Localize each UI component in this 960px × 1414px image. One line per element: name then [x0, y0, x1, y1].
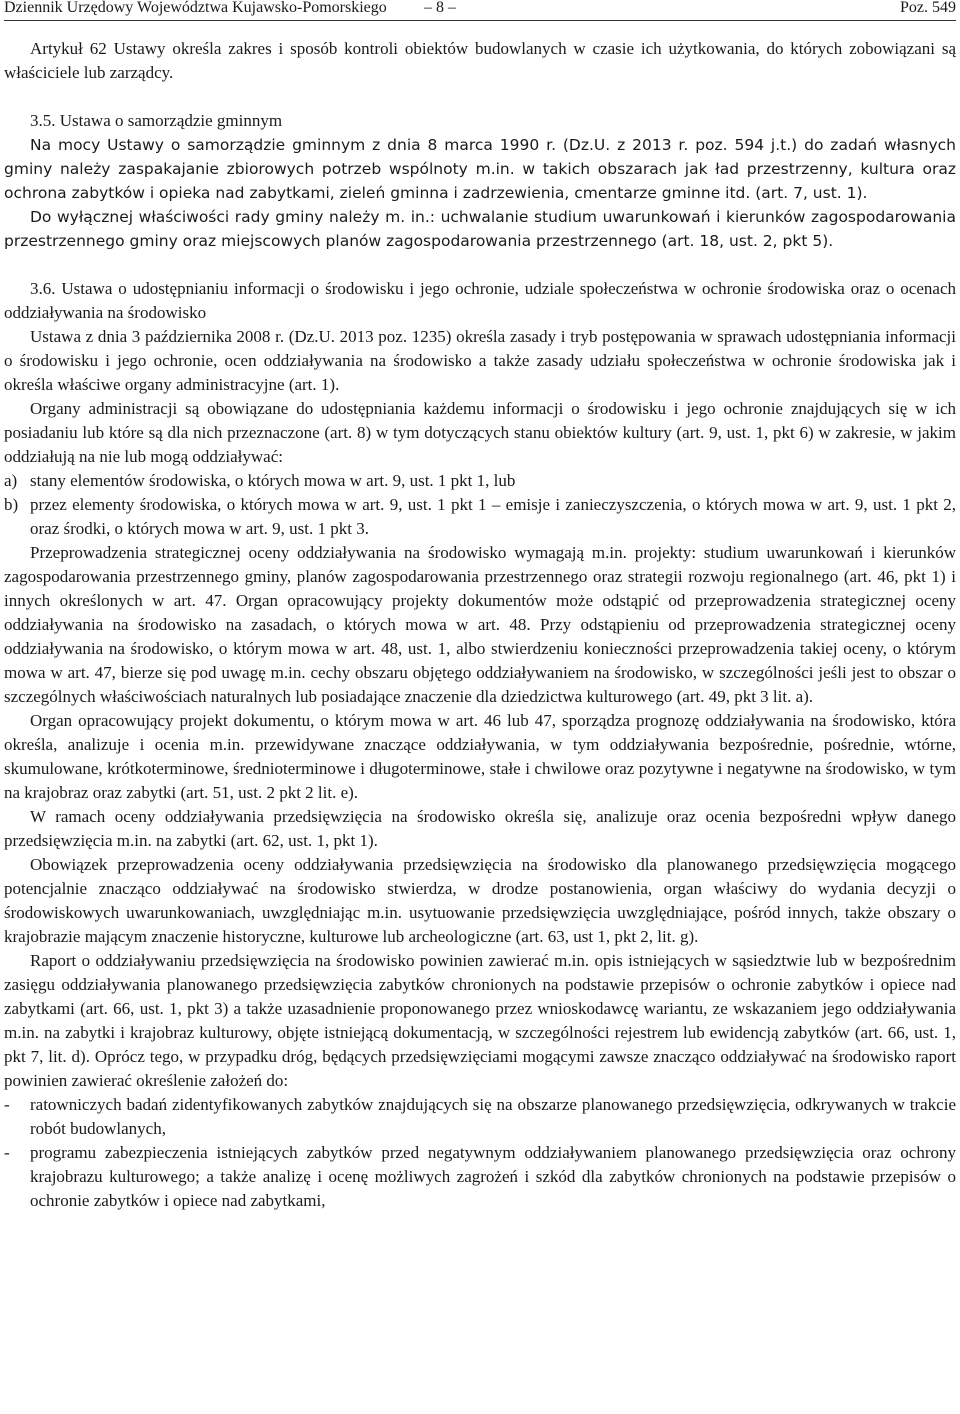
- list-marker: -: [4, 1143, 10, 1162]
- page-number: – 8 –: [424, 0, 456, 16]
- paragraph-3-5-a: Na mocy Ustawy o samorządzie gminnym z dnia 8 marca 1990 r. (Dz.U. z 2013 r. poz. 594 j.t.) do zadań własnych gminy należy zaspakajanie zbiorowych potrzeb wspólnoty m.in. w takich obszarach jak ład przestrzenny, kultura oraz ochrona zabytków i opieka nad zabytkami, zieleń gminna i zadrzewienia, cmentarze gminne itd. (art. 7, ust. 1).: [4, 136, 956, 202]
- paragraph-3-5-b: Do wyłącznej właściwości rady gminy należy m. in.: uchwalanie studium uwarunkowań i kierunków zagospodarowania przestrzennego gminy oraz miejscowych planów zagospodarowania przestrzennego (art. 18, ust. 2, pkt 5).: [4, 208, 956, 250]
- list-item-text: programu zabezpieczenia istniejących zabytków przed negatywnym oddziaływaniem planowanego przedsięwzięcia oraz ochrony krajobrazu kulturowego; a także analizę i ocenę możliwych zagrożeń i szkód dla zabytków chronionych na podstawie przepisów o ochronie zabytków i opiece nad zabytkami,: [30, 1143, 956, 1210]
- document-body: [4, 37, 956, 1213]
- list-marker: -: [4, 1095, 10, 1114]
- section-3-5-title: 3.5. Ustawa o samorządzie gminnym: [30, 111, 283, 130]
- position-number: Poz. 549: [900, 0, 956, 16]
- paragraph-3-6-c: Przeprowadzenia strategicznej oceny oddziaływania na środowisko wymagają m.in. projekty: studium uwarunkowań i kierunków zagospodarowania przestrzennego gminy, planów zagospodarowania przestrzennego oraz strategii rozwoju regionalnego (art. 46, pkt 1) i innych określonych w art. 47. Organ opracowujący projekty dokumentów może odstąpić od przeprowadzenia strategicznej oceny oddziaływania na środowisko na zasadach, o których mowa w art. 48. Przy odstąpieniu od przeprowadzenia strategicznej oceny oddziaływania na środowisko, o którym mowa w art. 48, ust. 1, albo stwierdzeniu konieczności przeprowadzenia takiej oceny, o którym mowa w art. 47, bierze się pod uwagę m.in. cechy obszaru objętego oddziaływaniem na środowisko, w szczególności jeśli jest to obszar o szczególnych właściwościach naturalnych lub posiadające znaczenie dla dziedzictwa kulturowego (art. 49, pkt 3 lit. a).: [4, 543, 956, 706]
- paragraph-3-6-a: Ustawa z dnia 3 października 2008 r. (Dz.U. 2013 poz. 1235) określa zasady i tryb postępowania w sprawach udostępniania informacji o środowisku i jego ochronie, ocen oddziaływania na środowisko a także zasady udziału społeczeństwa w ochronie środowiska jak i określa właściwe organy administracyjne (art. 1).: [4, 327, 956, 394]
- journal-title: Dziennik Urzędowy Województwa Kujawsko-Pomorskiego: [4, 0, 387, 16]
- list-item-text: stany elementów środowiska, o których mowa w art. 9, ust. 1 pkt 1, lub: [30, 471, 516, 490]
- list-item-text: ratowniczych badań zidentyfikowanych zabytków znajdujących się na obszarze planowanego przedsięwzięcia, odkrywanych w trakcie robót budowlanych,: [30, 1095, 956, 1138]
- paragraph-3-6-f: Obowiązek przeprowadzenia oceny oddziaływania przedsięwzięcia na środowisko dla planowanego przedsięwzięcia mogącego potencjalnie znacząco oddziaływać na środowisko stwierdza, w drodze postanowienia, organ właściwy do wydania decyzji o środowiskowych uwarunkowaniach, uwzględniając m.in. usytuowanie przedsięwzięcia uwzględniające, pośród innych, także obszary o krajobrazie mającym znaczenie historyczne, kulturowe lub archeologiczne (art. 63, ust 1, pkt 2, lit. g).: [4, 855, 956, 946]
- paragraph-3-6-d: Organ opracowujący projekt dokumentu, o którym mowa w art. 46 lub 47, sporządza prognozę oddziaływania na środowisko, która określa, analizuje i ocenia m.in. przewidywane znaczące oddziaływania, w tym oddziaływania bezpośrednie, pośrednie, wtórne, skumulowane, krótkoterminowe, średnioterminowe i długoterminowe, stałe i chwilowe oraz pozytywne i negatywne na środowisko, w tym na krajobraz oraz zabytki (art. 51, ust. 2 pkt 2 lit. e).: [4, 711, 956, 802]
- list-marker: b): [4, 495, 19, 514]
- document-page: [4, 0, 956, 1213]
- paragraph-3-6-g: Raport o oddziaływaniu przedsięwzięcia na środowisko powinien zawierać m.in. opis istniejących w sąsiedztwie lub w bezpośrednim zasięgu oddziaływania planowanego przedsięwzięcia zabytków chronionych na podstawie przepisów o ochronie zabytków i opiece nad zabytkami (art. 66, ust. 1, pkt 3) a także uzasadnienie proponowanego przez wnioskodawcę wariantu, ze wskazaniem jego oddziaływania m.in. na zabytki i krajobraz kulturowy, objęte istniejącą dokumentacją, w szczególności rejestrem lub ewidencją zabytków (art. 66, ust. 1, pkt 7, lit. d). Oprócz tego, w przypadku dróg, będących przedsięwzięciami mogącymi zawsze znacząco oddziaływać na środowisko raport powinien zawierać określenie założeń do:: [4, 951, 956, 1090]
- list-item-a: [4, 469, 956, 493]
- list-item-dash-2: [4, 1141, 956, 1213]
- list-item-text: przez elementy środowiska, o których mowa w art. 9, ust. 1 pkt 1 – emisje i zanieczyszczenia, o których mowa w art. 9, ust. 1 pkt 2, oraz środki, o których mowa w art. 9, ust. 1 pkt 3.: [30, 495, 956, 538]
- list-item-b: [4, 493, 956, 541]
- paragraph-3-6-b: Organy administracji są obowiązane do udostępniania każdemu informacji o środowisku i jego ochronie znajdujących się w ich posiadaniu lub które są dla nich przeznaczone (art. 8) w tym dotyczących stanu obiektów kultury (art. 9, ust. 1, pkt 6) w zakresie, w jakim oddziałują na nie lub mogą oddziaływać:: [4, 399, 956, 466]
- paragraph-art62: Artykuł 62 Ustawy określa zakres i sposób kontroli obiektów budowlanych w czasie ich użytkowania, do których zobowiązani są właściciele lub zarządcy.: [4, 39, 956, 82]
- page-header: [4, 0, 956, 21]
- section-3-6-title: 3.6. Ustawa o udostępnianiu informacji o środowisku i jego ochronie, udziale społeczeństwa w ochronie środowiska oraz o ocenach oddziaływania na środowisko: [4, 279, 956, 322]
- list-item-dash-1: [4, 1093, 956, 1141]
- paragraph-3-6-e: W ramach oceny oddziaływania przedsięwzięcia na środowisko określa się, analizuje oraz ocenia bezpośredni wpływ danego przedsięwzięcia m.in. na zabytki (art. 62, ust. 1, pkt 1).: [4, 807, 956, 850]
- list-marker: a): [4, 471, 18, 490]
